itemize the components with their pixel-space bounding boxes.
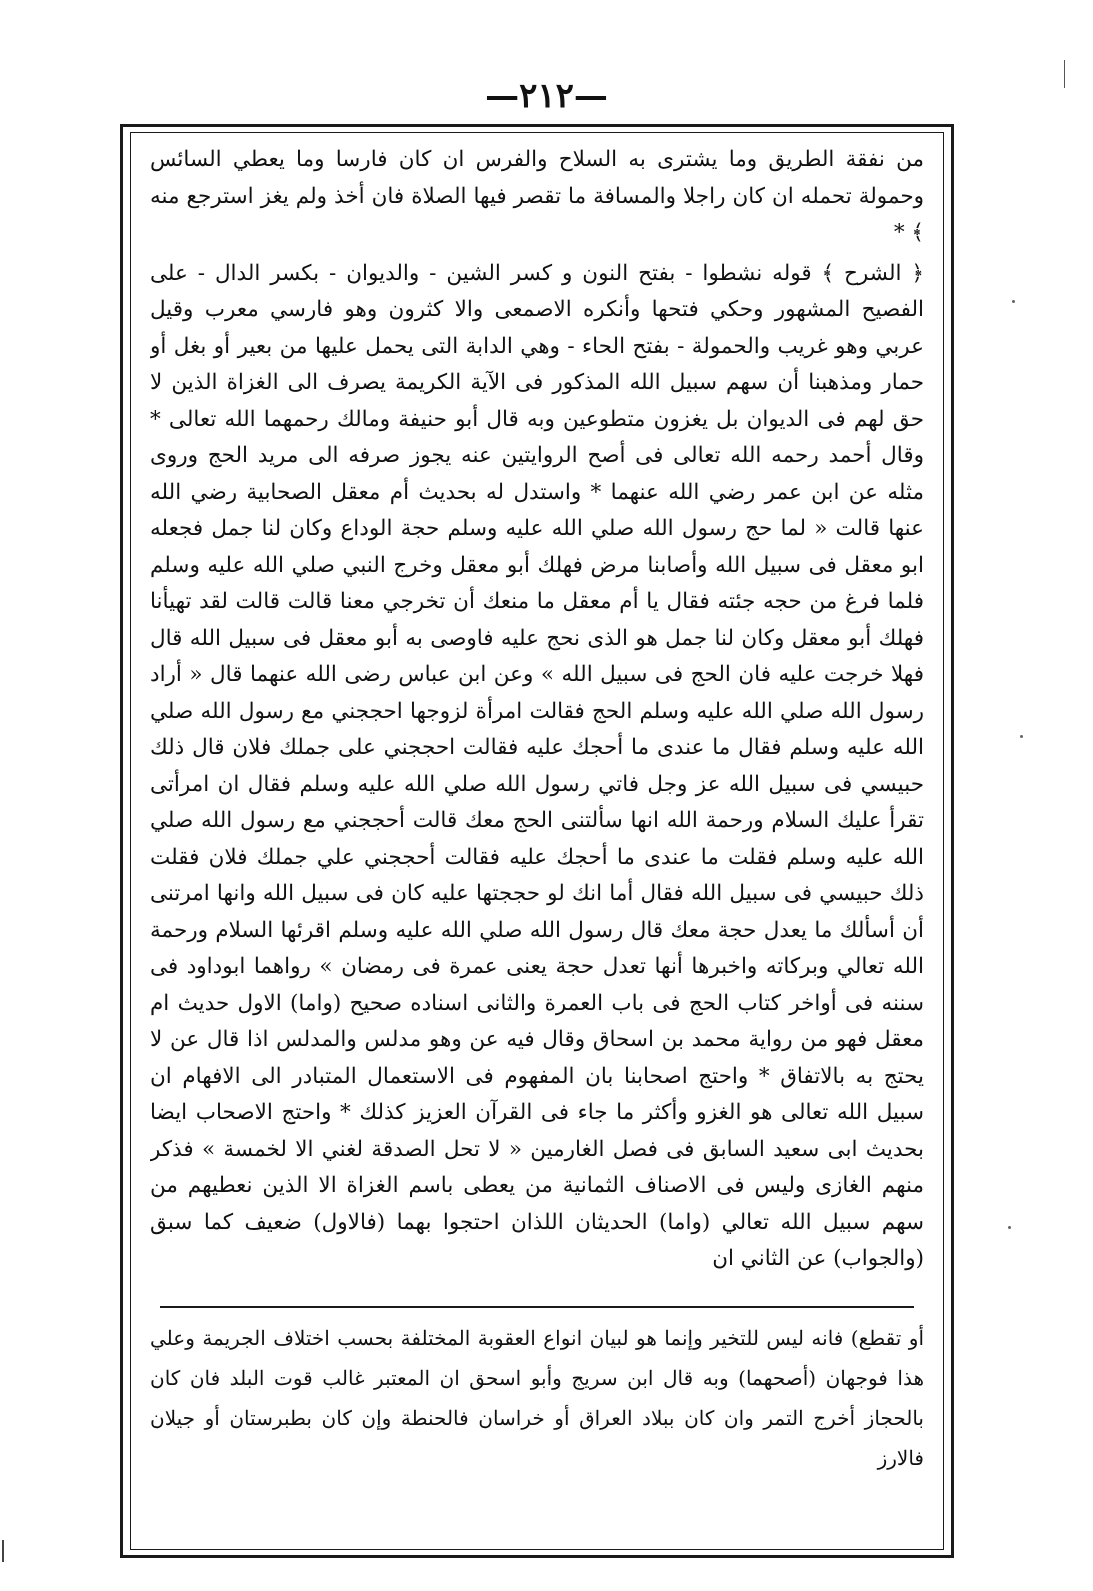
- footnote-block: [150, 1318, 924, 1543]
- main-paragraph: من نفقة الطريق وما يشترى به السلاح والفرس ان كان فارسا وما يعطي السائس وحمولة تحمله ان كان راجلا والمسافة ما تقصر فيها الصلاة فان أخذ ولم يغز استرجع منه ﴾ *: [150, 147, 924, 245]
- paper-speck: [1020, 735, 1023, 738]
- main-text-block: [150, 142, 924, 1292]
- page-number: —٢١٢—: [485, 76, 608, 116]
- footnote-divider: [160, 1306, 914, 1308]
- main-paragraph: ﴿ الشرح ﴾ قوله نشطوا - بفتح النون و كسر الشين - والديوان - بكسر الدال - على الفصيح المشهور وحكي فتحها وأنكره الاصمعى والا كثرون وهو فارسي معرب وقيل عربي وهو غريب والحمولة - بفتح الحاء - وهي الدابة التى يحمل عليها من بعير أو بغل أو حمار ومذهبنا أن سهم سبيل الله المذكور فى الآية الكريمة يصرف الى الغزاة الذين لا حق لهم فى الديوان بل يغزون متطوعين وبه قال أبو حنيفة ومالك رحمهما الله تعالى * وقال أحمد رحمه الله تعالى فى أصح الروايتين عنه يجوز صرفه الى مريد الحج وروى مثله عن ابن عمر رضي الله عنهما * واستدل له بحديث أم معقل الصحابية رضي الله عنها قالت « لما حج رسول الله صلي الله عليه وسلم حجة الوداع وكان لنا جمل فجعله ابو معقل فى سبيل الله وأصابنا مرض فهلك أبو معقل وخرج النبي صلي الله عليه وسلم فلما فرغ من حجه جئته فقال يا أم معقل ما منعك أن تخرجي معنا قالت قالت لقد تهيأنا فهلك أبو معقل وكان لنا جمل هو الذى نحج عليه فاوصى به أبو معقل فى سبيل الله قال فهلا خرجت عليه فان الحج فى سبيل الله » وعن ابن عباس رضى الله عنهما قال « أراد رسول الله صلي الله عليه وسلم الحج فقالت امرأة لزوجها احججني مع رسول الله صلي الله عليه وسلم فقال ما عندى ما أحجك عليه فقالت احججني على جملك فلان قال ذلك حبيسي فى سبيل الله عز وجل فاتي رسول الله صلي الله عليه وسلم فقال ان امرأتى تقرأ عليك السلام ورحمة الله انها سألتنى الحج معك قالت أحججني مع رسول الله صلي الله عليه وسلم فقلت ما عندى ما أحجك عليه فقالت أحججني علي جملك فلان فقلت ذلك حبيسي فى سبيل الله فقال أما انك لو حججتها عليه كان فى سبيل الله وانها امرتنى أن أسألك ما يعدل حجة معك قال رسول الله صلي الله عليه وسلم اقرئها السلام ورحمة الله تعالي وبركاته واخبرها أنها تعدل حجة يعنى عمرة فى رمضان » رواهما ابوداود فى سننه فى أواخر كتاب الحج فى باب العمرة والثانى اسناده صحيح (واما) الاول حديث ام معقل فهو من رواية محمد بن اسحاق وقال فيه عن وهو مدلس والمدلس اذا قال عن لا يحتج به بالاتفاق * واحتج اصحابنا بان المفهوم فى الاستعمال المتبادر الى الافهام ان سبيل الله تعالى هو الغزو وأكثر ما جاء فى القرآن العزيز كذلك * واحتج الاصحاب ايضا بحديث ابى سعيد السابق فى فصل الغارمين « لا تحل الصدقة لغني الا لخمسة » فذكر منهم الغازى وليس فى الاصناف الثمانية من يعطى باسم الغزاة الا الذين نعطيهم من سهم سبيل الله تعالي (واما) الحديثان اللذان احتجوا بهما (فالاول) ضعيف كما سبق (والجواب) عن الثاني ان: [150, 260, 924, 1271]
- paper-speck: [1008, 1226, 1011, 1229]
- margin-mark-left: [2, 1540, 4, 1562]
- paper-speck: [1012, 300, 1015, 303]
- footnote-text: أو تقطع) فانه ليس للتخير وإنما هو لبيان انواع العقوبة المختلفة بحسب اختلاف الجريمة وعلي هذا فوجهان (أصحهما) وبه قال ابن سريج وأبو اسحق ان المعتبر غالب قوت البلد فان كان بالحجاز أخرج التمر وان كان ببلاد العراق أو خراسان فالحنطة وإن كان بطبرستان أو جيلان فالارز: [150, 1326, 924, 1470]
